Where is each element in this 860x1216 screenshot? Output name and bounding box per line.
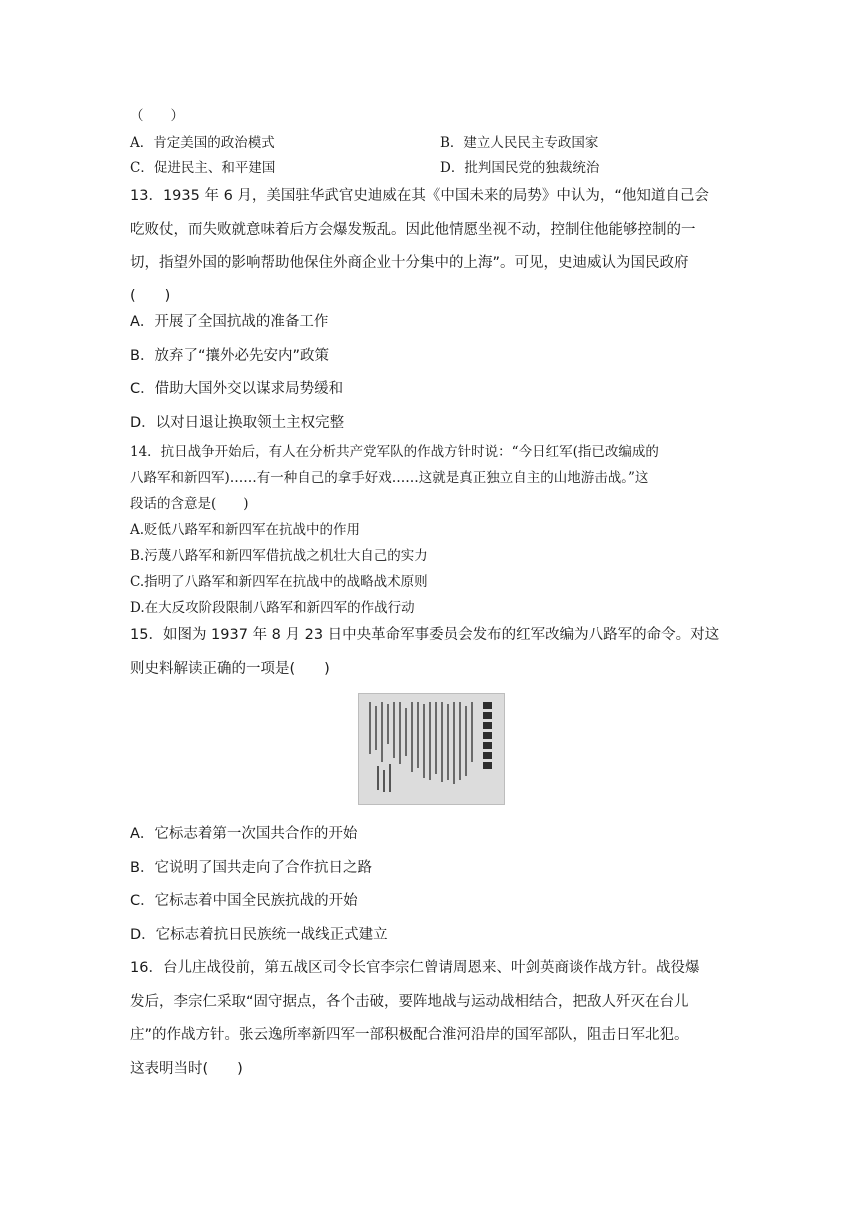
historical-order-document-image xyxy=(358,693,505,805)
q12-option-b: B．建立人民民主专政国家 xyxy=(440,135,599,151)
q13-option-c: C．借助大国外交以谋求局势缓和 xyxy=(130,381,344,397)
q14-option-d: D.在大反攻阶段限制八路军和新四军的作战行动 xyxy=(130,600,415,616)
q13-option-d: D．以对日退让换取领土主权完整 xyxy=(130,415,345,431)
q15-option-a: A．它标志着第一次国共合作的开始 xyxy=(130,826,358,842)
q12-option-c: C．促进民主、和平建国 xyxy=(130,160,276,176)
q12-option-a: A．肯定美国的政治模式 xyxy=(130,135,275,151)
q16-stem-line-1: 16．台儿庄战役前，第五战区司令长官李宗仁曾请周恩来、叶剑英商谈作战方针。战役爆 xyxy=(130,960,700,976)
q13-stem-line-3: 切，指望外国的影响帮助他保住外商企业十分集中的上海”。可见，史迪威认为国民政府 xyxy=(130,255,689,271)
q15-option-d: D．它标志着抗日民族统一战线正式建立 xyxy=(130,927,388,943)
q15-option-b: B．它说明了国共走向了合作抗日之路 xyxy=(130,860,372,876)
q13-stem-line-1: 13．1935 年 6 月，美国驻华武官史迪威在其《中国未来的局势》中认为，“他知道自己会 xyxy=(130,188,709,204)
q13-bracket: ( ) xyxy=(130,288,171,304)
q14-option-b: B.污蔑八路军和新四军借抗战之机壮大自己的实力 xyxy=(130,548,428,564)
q16-stem-line-3: 庄”的作战方针。张云逸所率新四军一部积极配合淮河沿岸的国军部队，阻击日军北犯。 xyxy=(130,1027,689,1043)
q13-option-a: A．开展了全国抗战的准备工作 xyxy=(130,314,329,330)
q13-stem-line-2: 吃败仗，而失败就意味着后方会爆发叛乱。因此他情愿坐视不动，控制住他能够控制的一 xyxy=(130,222,696,238)
q16-stem-line-4: 这表明当时( ) xyxy=(130,1061,243,1077)
q15-stem-line-1: 15．如图为 1937 年 8 月 23 日中央革命军事委员会发布的红军改编为八路军的命令。对这 xyxy=(130,627,720,643)
q12-option-d: D．批判国民党的独裁统治 xyxy=(440,160,600,176)
q14-option-c: C.指明了八路军和新四军在抗战中的战略战术原则 xyxy=(130,574,428,590)
q15-option-c: C．它标志着中国全民族抗战的开始 xyxy=(130,893,358,909)
q15-stem-line-2: 则史料解读正确的一项是( ) xyxy=(130,661,330,677)
q12-bracket: （ ） xyxy=(130,108,184,124)
q14-option-a: A.贬低八路军和新四军在抗战中的作用 xyxy=(130,522,361,538)
q14-stem-line-3: 段话的含意是( ) xyxy=(130,496,249,512)
q13-option-b: B．放弃了“攘外必先安内”政策 xyxy=(130,348,329,364)
q14-stem-line-1: 14．抗日战争开始后，有人在分析共产党军队的作战方针时说：“今日红军(指已改编成的 xyxy=(130,444,659,460)
q14-stem-line-2: 八路军和新四军)……有一种自己的拿手好戏……这就是真正独立自主的山地游击战。”这 xyxy=(130,470,649,486)
document-scan-graphic xyxy=(359,694,504,804)
q16-stem-line-2: 发后，李宗仁采取“固守据点，各个击破，要阵地战与运动战相结合，把敌人歼灭在台儿 xyxy=(130,994,689,1010)
